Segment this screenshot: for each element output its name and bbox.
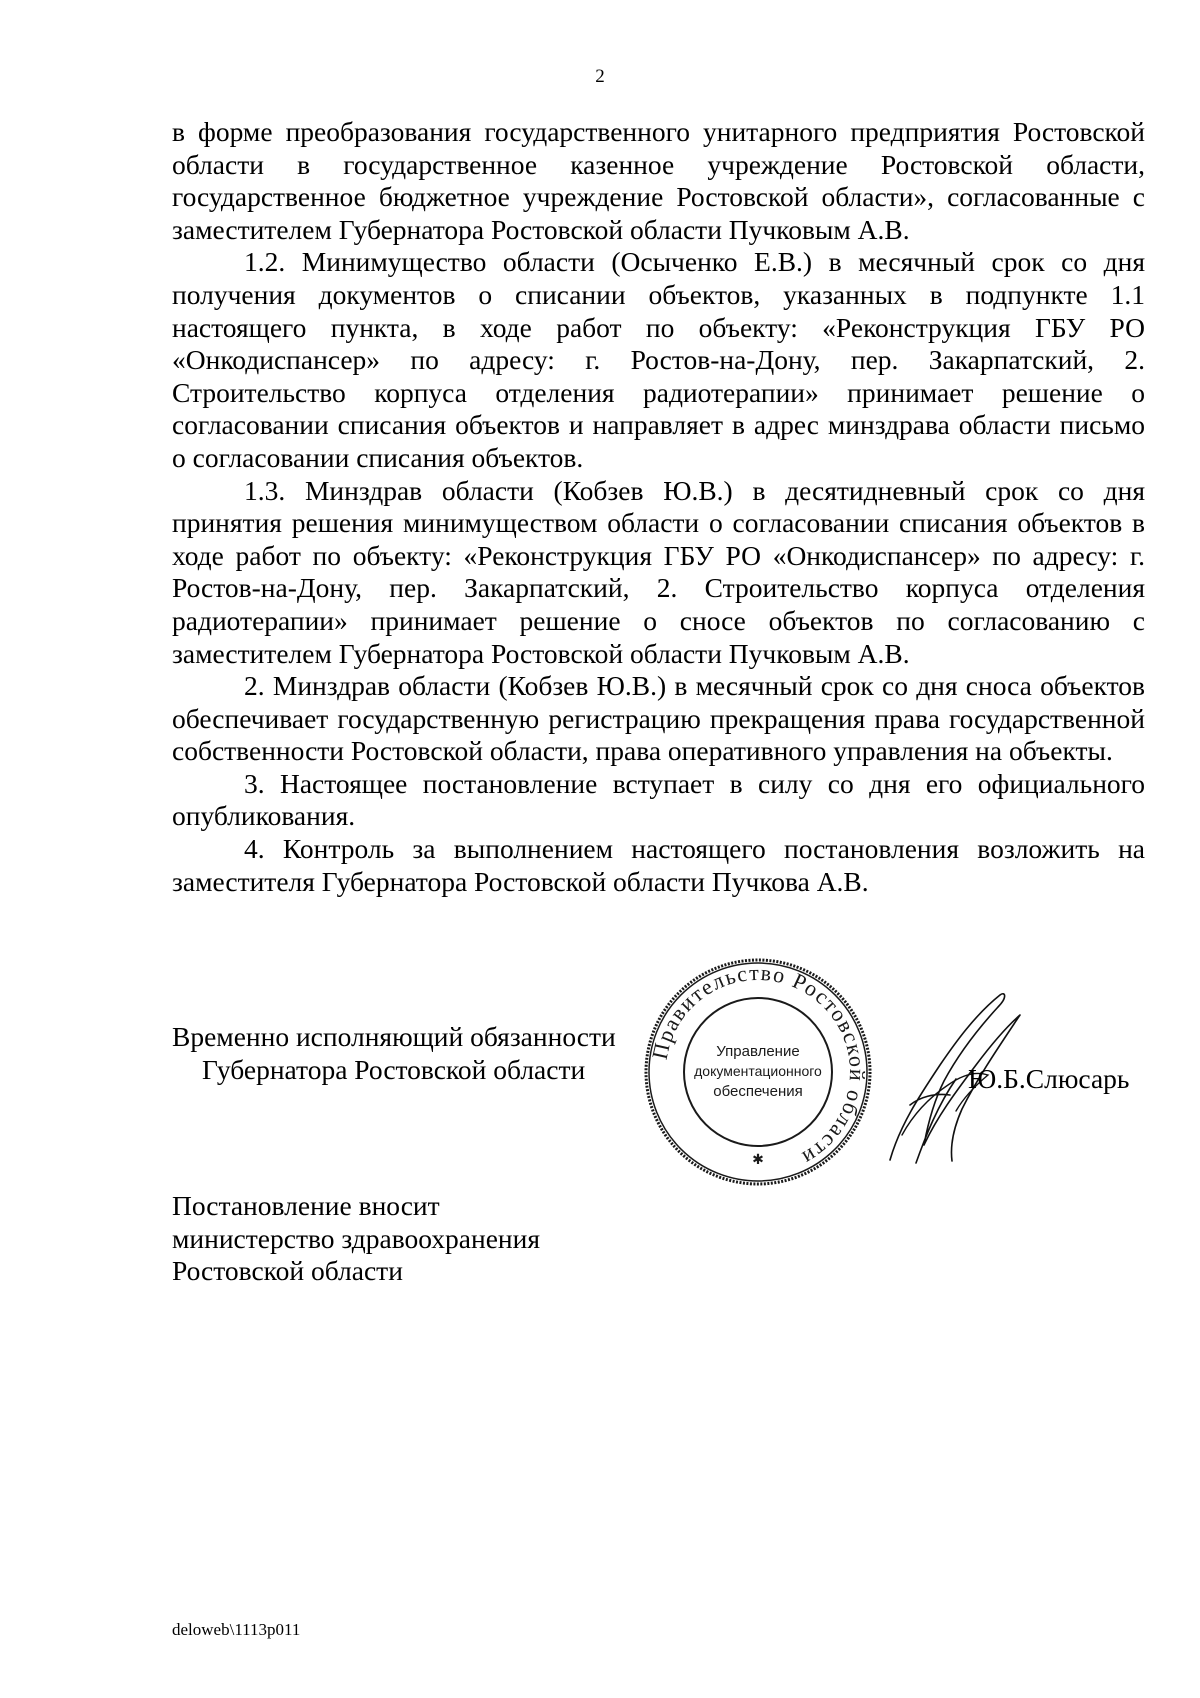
seal-inner-line3: обеспечения: [713, 1083, 803, 1100]
page-number: 2: [595, 66, 605, 87]
paragraph-continuation: в форме преобразования государственного унитарного предприятия Ростовской области в государственное казенное учреждение Ростовской области, государственное бюджетное учреждение Ростовской области», согласованные с заместителем Губернатора Ростовской области Пучковым А.В.: [172, 116, 1145, 245]
paragraph-2: 2. Минздрав области (Кобзев Ю.В.) в месячный срок со дня сноса объектов обеспечивает государственную регистрацию прекращения права государственной собственности Ростовской области, права оперативного управления на объекты.: [172, 670, 1145, 767]
paragraph-1-2: 1.2. Минимущество области (Осыченко Е.В.) в месячный срок со дня получения документов о списании объектов, указанных в подпункте 1.1 настоящего пункта, в ходе работ по объекту: «Реконструкция ГБУ РО «Онкодиспансер» по адресу: г. Ростов-на-Дону, пер. Закарпатский, 2. Строительство корпуса отделения радиотерапии» принимает решение о согласовании списания объектов и направляет в адрес минздрава области письмо о согласовании списания объектов.: [172, 246, 1145, 473]
paragraph-1-3: 1.3. Минздрав области (Кобзев Ю.В.) в десятидневный срок со дня принятия решения минимуществом области о согласовании списания объектов в ходе работ по объекту: «Реконструкция ГБУ РО «Онкодиспансер» по адресу: г. Ростов-на-Дону, пер. Закарпатский, 2. Строительство корпуса отделения радиотерапии» принимает решение о сносе объектов по согласованию с заместителем Губернатора Ростовской области Пучковым А.В.: [172, 474, 1145, 669]
submitter-line3: Ростовской области: [172, 1255, 403, 1286]
document-body: [172, 116, 1145, 898]
seal-inner-line2: документационного: [694, 1063, 822, 1079]
signatory-position-line1: Временно исполняющий обязанности: [172, 1021, 616, 1052]
submitter-line1: Постановление вносит: [172, 1190, 440, 1221]
footer-document-code: deloweb\1113p011: [172, 1620, 301, 1639]
signatory-position: [172, 1020, 616, 1086]
seal-inner-line1: Управление: [716, 1043, 800, 1060]
signer-name: Ю.Б.Слюсарь: [968, 1063, 1130, 1094]
official-seal: [642, 956, 874, 1188]
signatory-position-line2: Губернатора Ростовской области: [202, 1054, 586, 1085]
submitter-line2: министерство здравоохранения: [172, 1222, 541, 1254]
submitter-block: [172, 1190, 540, 1288]
paragraph-3: 3. Настоящее постановление вступает в силу со дня его официального опубликования.: [172, 767, 1145, 832]
seal-outer-text: Правительство Ростовской области: [646, 959, 871, 1172]
paragraph-4: 4. Контроль за выполнением настоящего постановления возложить на заместителя Губернатора Ростовской области Пучкова А.В.: [172, 833, 1145, 897]
seal-star-icon: ✱: [752, 1152, 764, 1168]
